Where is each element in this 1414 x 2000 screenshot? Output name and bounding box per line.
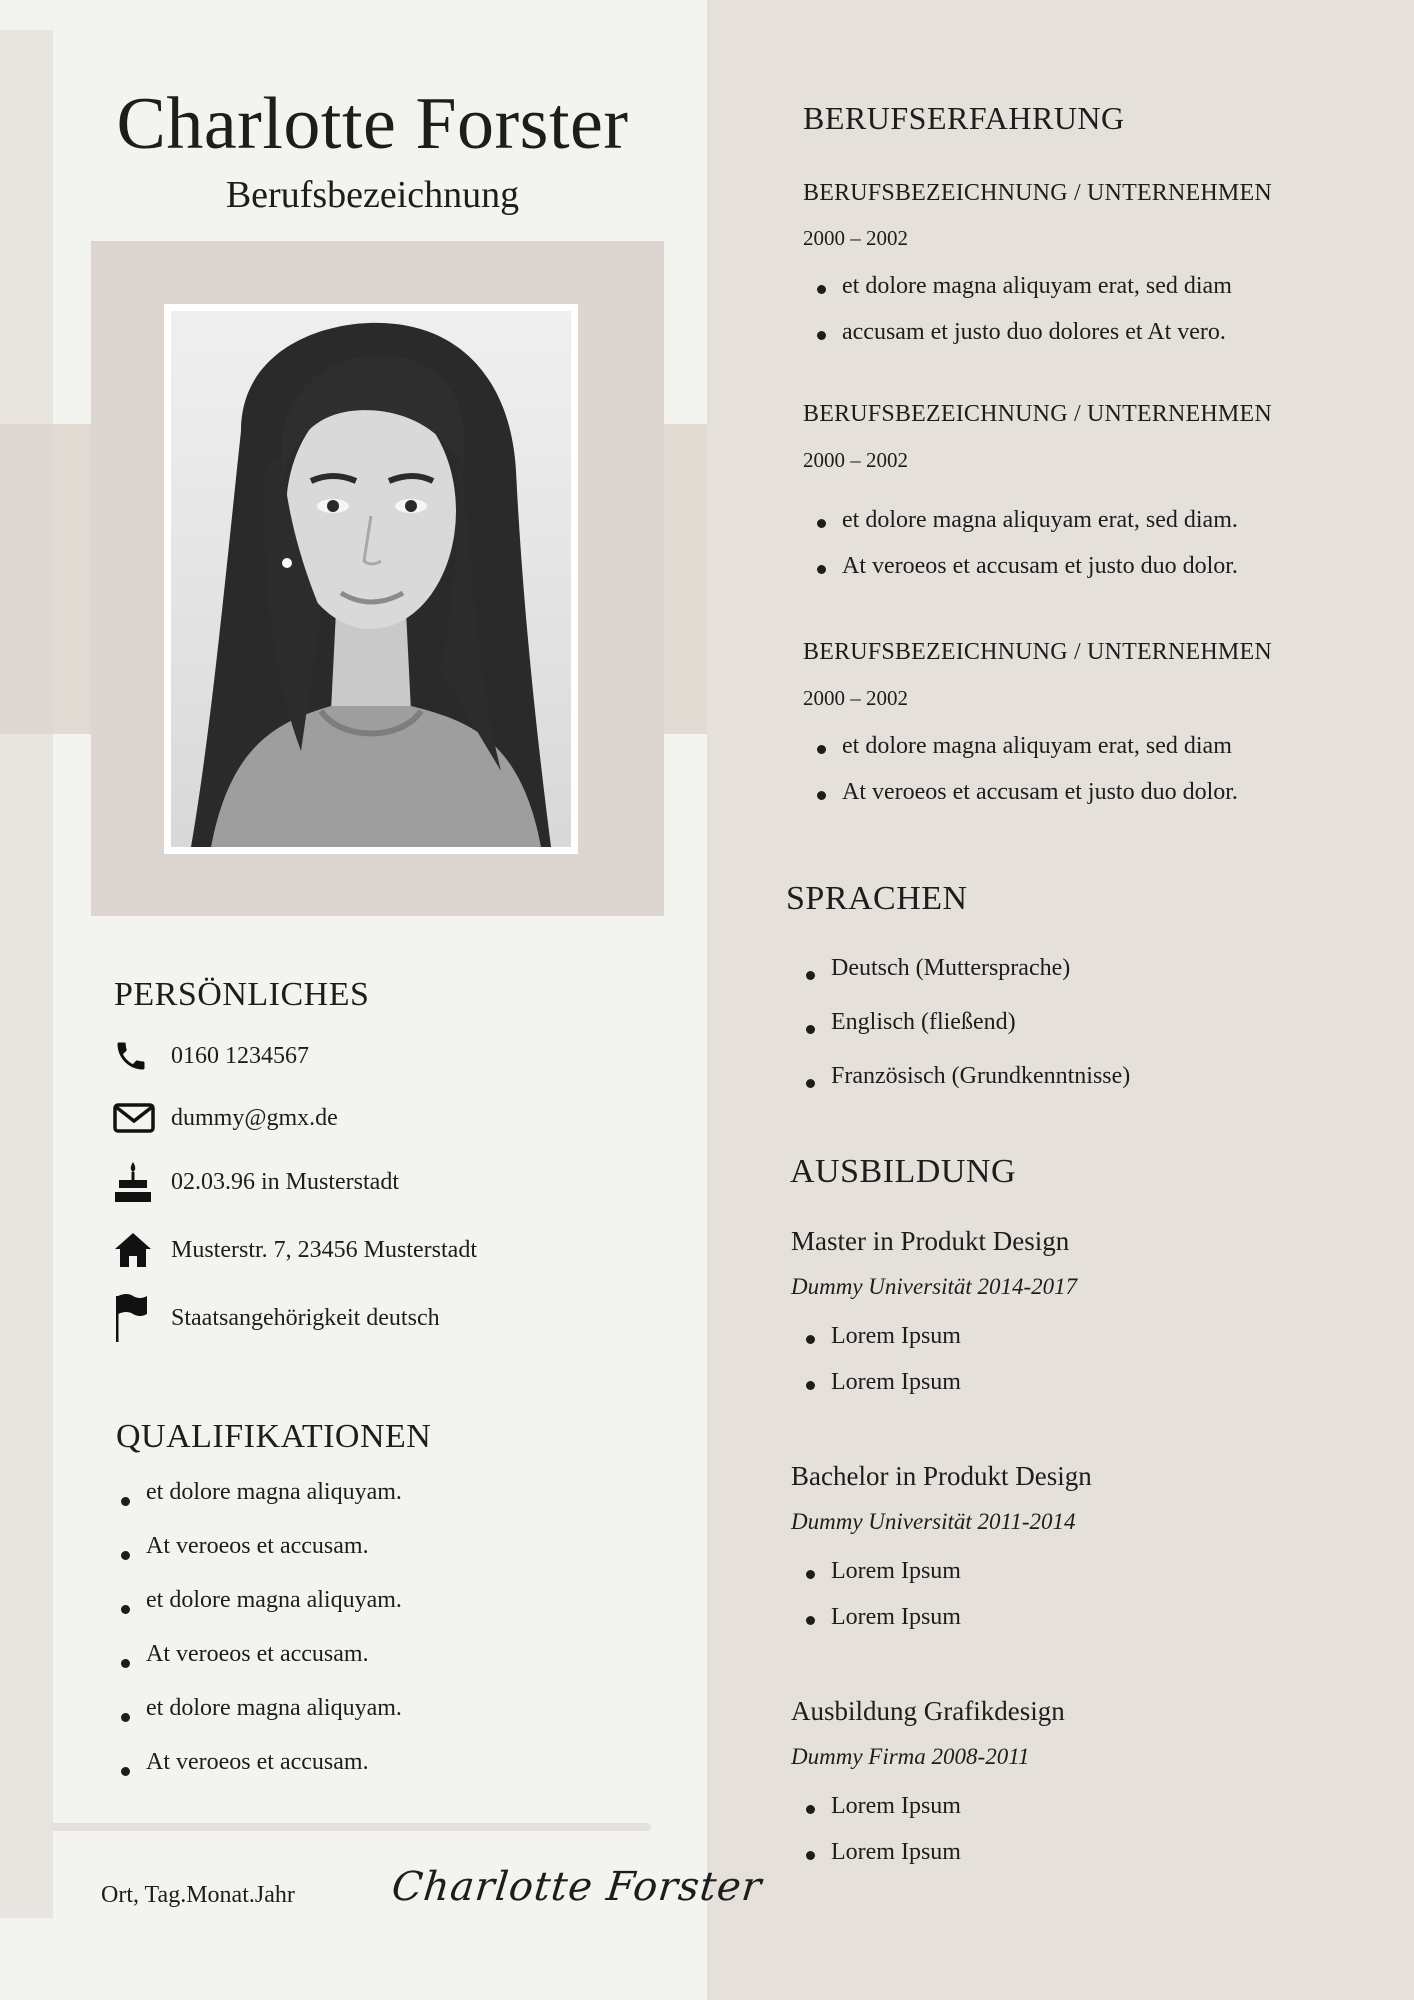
education-heading: AUSBILDUNG: [790, 1153, 1016, 1190]
list-item: Lorem Ipsum: [801, 1551, 961, 1597]
experience-heading: BERUFSERFAHRUNG: [803, 100, 1125, 136]
flag-icon: [113, 1296, 161, 1340]
contact-address: [113, 1228, 477, 1272]
portrait-photo: [171, 311, 571, 847]
job-1-title: BERUFSBEZEICHNUNG / UNTERNEHMEN: [803, 180, 1272, 206]
personal-heading: PERSÖNLICHES: [114, 976, 370, 1013]
contact-phone: [113, 1034, 309, 1078]
contact-email: [113, 1096, 338, 1140]
address-value: Musterstr. 7, 23456 Musterstadt: [171, 1236, 477, 1263]
list-item: Lorem Ipsum: [801, 1832, 961, 1878]
list-item: et dolore magna aliquyam.: [116, 1690, 402, 1744]
list-item: At veroeos et accusam et justo duo dolor.: [812, 772, 1238, 818]
birthday-value: 02.03.96 in Musterstadt: [171, 1168, 399, 1195]
list-item: At veroeos et accusam.: [116, 1744, 402, 1798]
job-3-date: 2000 – 2002: [803, 686, 908, 710]
job-2-date: 2000 – 2002: [803, 448, 908, 472]
edu-2-bullets: [801, 1551, 961, 1643]
edu-1-bullets: [801, 1316, 961, 1408]
list-item: Lorem Ipsum: [801, 1316, 961, 1362]
mail-icon: [113, 1096, 161, 1140]
left-decor-strip: [0, 30, 53, 1918]
list-item: Englisch (fließend): [801, 1002, 1130, 1056]
signature: Charlotte Forster: [389, 1864, 765, 1910]
email-value: dummy@gmx.de: [171, 1104, 338, 1131]
list-item: Französisch (Grundkenntnisse): [801, 1056, 1130, 1110]
contact-nationality: [113, 1296, 440, 1340]
list-item: Lorem Ipsum: [801, 1362, 961, 1408]
list-item: Lorem Ipsum: [801, 1597, 961, 1643]
list-item: At veroeos et accusam et justo duo dolor.: [812, 546, 1238, 592]
edu-1-institution: Dummy Universität 2014-2017: [791, 1274, 1078, 1299]
job-2-bullets: [812, 500, 1238, 592]
list-item: et dolore magna aliquyam.: [116, 1582, 402, 1636]
edu-2-title: Bachelor in Produkt Design: [791, 1461, 1092, 1491]
home-icon: [113, 1228, 161, 1272]
job-3-bullets: [812, 726, 1238, 818]
birthday-cake-icon: [113, 1160, 161, 1204]
job-3-title: BERUFSBEZEICHNUNG / UNTERNEHMEN: [803, 639, 1272, 665]
contact-birthday: [113, 1160, 399, 1204]
job-2-title: BERUFSBEZEICHNUNG / UNTERNEHMEN: [803, 401, 1272, 427]
phone-icon: [113, 1034, 161, 1078]
portrait-frame: [164, 304, 578, 854]
portrait-illustration: [171, 311, 571, 847]
job-1-bullets: [812, 266, 1232, 358]
edu-3-bullets: [801, 1786, 961, 1878]
page-title: Charlotte Forster: [116, 83, 629, 165]
nationality-value: Staatsangehörigkeit deutsch: [171, 1304, 440, 1331]
list-item: Lorem Ipsum: [801, 1786, 961, 1832]
edu-2-institution: Dummy Universität 2011-2014: [791, 1509, 1076, 1534]
signature-divider: [48, 1823, 651, 1831]
list-item: Deutsch (Muttersprache): [801, 948, 1130, 1002]
qualifications-heading: QUALIFIKATIONEN: [116, 1418, 432, 1455]
job-title: Berufsbezeichnung: [225, 174, 520, 216]
edu-3-institution: Dummy Firma 2008-2011: [791, 1744, 1030, 1769]
list-item: et dolore magna aliquyam erat, sed diam: [812, 726, 1238, 772]
edu-1-title: Master in Produkt Design: [791, 1226, 1070, 1256]
languages-list: [801, 948, 1130, 1110]
job-1-date: 2000 – 2002: [803, 226, 908, 250]
list-item: At veroeos et accusam.: [116, 1636, 402, 1690]
edu-3-title: Ausbildung Grafikdesign: [791, 1696, 1065, 1726]
list-item: et dolore magna aliquyam.: [116, 1474, 402, 1528]
place-date: Ort, Tag.Monat.Jahr: [101, 1882, 295, 1908]
list-item: accusam et justo duo dolores et At vero.: [812, 312, 1232, 358]
qualifications-list: [116, 1474, 402, 1798]
list-item: et dolore magna aliquyam erat, sed diam: [812, 266, 1232, 312]
list-item: et dolore magna aliquyam erat, sed diam.: [812, 500, 1238, 546]
list-item: At veroeos et accusam.: [116, 1528, 402, 1582]
phone-value: 0160 1234567: [171, 1042, 309, 1069]
languages-heading: SPRACHEN: [786, 880, 968, 917]
